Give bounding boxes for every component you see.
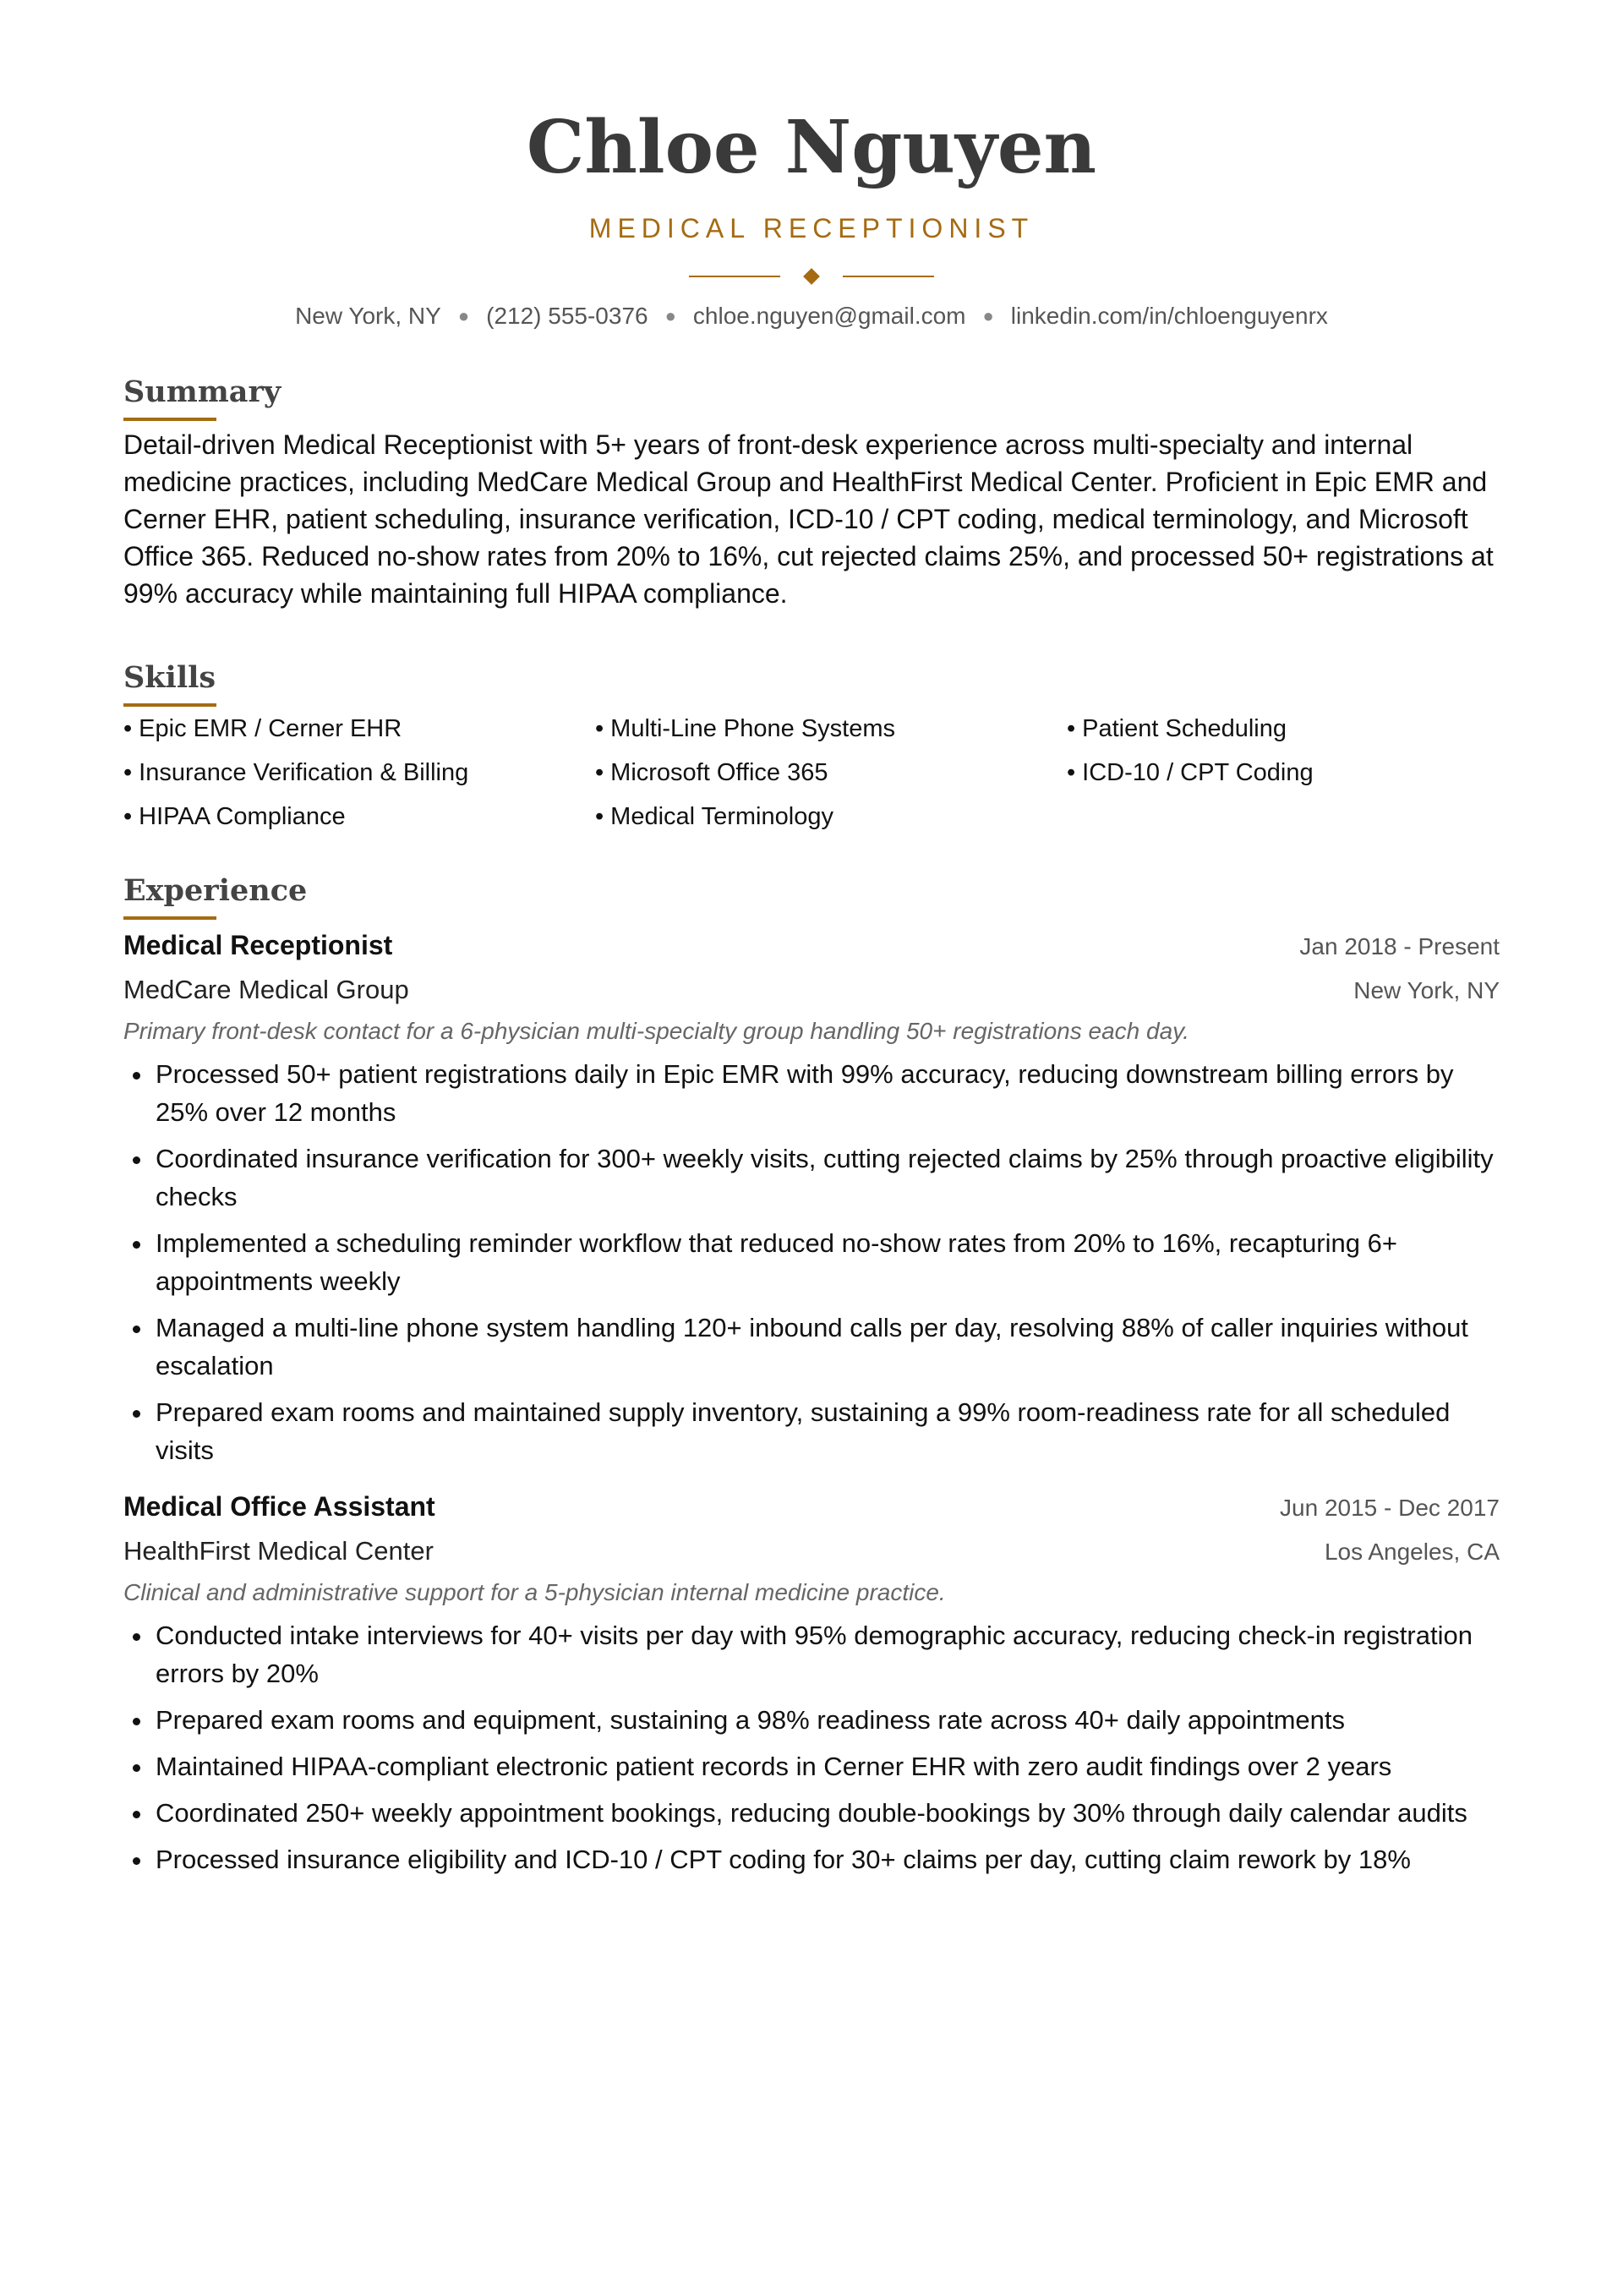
diamond-icon xyxy=(803,268,820,285)
bullet-icon: • xyxy=(595,803,604,830)
skills-heading: Skills xyxy=(123,660,216,695)
job-location: Los Angeles, CA xyxy=(1324,1539,1500,1565)
achievement-item: • Maintained HIPAA-compliant electronic patient records in Cerner EHR with zero audit findings over 2 years xyxy=(154,1747,1500,1785)
bullet-icon: • xyxy=(595,759,604,786)
job-dates: Jan 2018 - Present xyxy=(1299,933,1500,959)
company-row xyxy=(123,972,1500,1008)
skill-item xyxy=(1067,708,1500,749)
skill-label: Insurance Verification & Billing xyxy=(139,759,469,786)
contact-email[interactable]: chloe.nguyen@gmail.com xyxy=(692,303,966,329)
skills-section xyxy=(123,659,1500,837)
skill-item xyxy=(123,796,595,837)
bullet-icon: • xyxy=(123,715,133,742)
experience-section xyxy=(123,872,1500,1878)
job-description: Clinical and administrative support for a 5-physician internal medicine practice. xyxy=(123,1579,946,1605)
skill-item xyxy=(1067,752,1500,793)
job-dates: Jun 2015 - Dec 2017 xyxy=(1280,1495,1500,1521)
job-title: Medical Receptionist xyxy=(123,930,393,960)
achievement-list xyxy=(123,1616,1500,1878)
skill-label: Multi-Line Phone Systems xyxy=(610,715,896,742)
summary-section xyxy=(123,374,1500,612)
skill-item xyxy=(595,708,1067,749)
skill-label: HIPAA Compliance xyxy=(139,803,346,830)
resume-header xyxy=(123,0,1500,331)
job-header-row xyxy=(123,927,1500,964)
achievement-item: • Prepared exam rooms and equipment, sustaining a 98% readiness rate across 40+ daily appointments xyxy=(154,1701,1500,1739)
job-title-headline: MEDICAL RECEPTIONIST xyxy=(588,213,1035,243)
achievement-item: • Coordinated insurance verification for 300+ weekly visits, cutting rejected claims by 25% through proactive eligibility checks xyxy=(154,1140,1500,1216)
achievement-item: • Processed 50+ patient registrations daily in Epic EMR with 99% accuracy, reducing downstream billing errors by 25% over 12 months xyxy=(154,1055,1500,1131)
summary-text: Detail-driven Medical Receptionist with 5+ years of front-desk experience across multi-specialty and internal medicine practices, including MedCare Medical Group and HealthFirst Medical Center. Proficient in Epic EMR and Cerner EHR, patient scheduling, insurance verification, ICD-10 / CPT coding, medical terminology, and Microsoft Office 365. Reduced no-show rates from 20% to 16%, cut rejected claims 25%, and processed 50+ registrations at 99% accuracy while maintaining full HIPAA compliance. xyxy=(123,429,1494,609)
skill-item xyxy=(123,708,595,749)
achievement-list xyxy=(123,1055,1500,1469)
skill-label: ICD-10 / CPT Coding xyxy=(1082,759,1314,786)
achievement-item: • Managed a multi-line phone system handling 120+ inbound calls per day, resolving 88% of caller inquiries without escalation xyxy=(154,1309,1500,1385)
bullet-icon: • xyxy=(595,715,604,742)
separator-dot-icon: ● xyxy=(664,305,676,326)
skill-label: Microsoft Office 365 xyxy=(610,759,828,786)
separator-dot-icon: ● xyxy=(982,305,994,326)
achievement-item: • Prepared exam rooms and maintained supply inventory, sustaining a 99% room-readiness rate for all scheduled visits xyxy=(154,1393,1500,1469)
company-row xyxy=(123,1533,1500,1569)
achievement-item: • Coordinated 250+ weekly appointment bookings, reducing double-bookings by 30% through daily calendar audits xyxy=(154,1794,1500,1832)
contact-location: New York, NY xyxy=(295,303,441,329)
achievement-item: • Conducted intake interviews for 40+ visits per day with 95% demographic accuracy, reducing check-in registration errors by 20% xyxy=(154,1616,1500,1692)
divider-line-right xyxy=(843,276,934,277)
skill-label: Medical Terminology xyxy=(610,803,833,830)
contact-phone: (212) 555-0376 xyxy=(486,303,648,329)
job-description: Primary front-desk contact for a 6-physician multi-specialty group handling 50+ registrations each day. xyxy=(123,1018,1189,1044)
section-underline xyxy=(123,418,216,421)
section-underline xyxy=(123,916,216,920)
job-location: New York, NY xyxy=(1353,977,1500,1003)
skill-item xyxy=(595,752,1067,793)
bullet-icon: • xyxy=(1067,759,1076,786)
candidate-name: Chloe Nguyen xyxy=(526,105,1097,190)
summary-heading: Summary xyxy=(123,374,281,409)
skill-item xyxy=(595,796,1067,837)
skills-grid xyxy=(123,708,1500,837)
skill-label: Patient Scheduling xyxy=(1082,715,1287,742)
header-divider xyxy=(123,264,1500,289)
bullet-icon: • xyxy=(1067,715,1076,742)
company-name: MedCare Medical Group xyxy=(123,975,409,1004)
section-underline xyxy=(123,703,216,707)
job-title: Medical Office Assistant xyxy=(123,1491,435,1522)
experience-entry xyxy=(123,927,1500,1469)
company-name: HealthFirst Medical Center xyxy=(123,1536,434,1566)
separator-dot-icon: ● xyxy=(457,305,470,326)
achievement-item: • Implemented a scheduling reminder workflow that reduced no-show rates from 20% to 16%, recapturing 6+ appointments weekly xyxy=(154,1224,1500,1300)
achievement-item: • Processed insurance eligibility and ICD-10 / CPT coding for 30+ claims per day, cutting claim rework by 18% xyxy=(154,1840,1500,1878)
bullet-icon: • xyxy=(123,759,133,786)
experience-heading: Experience xyxy=(123,873,308,908)
divider-line-left xyxy=(689,276,780,277)
contact-linkedin[interactable]: linkedin.com/in/chloenguyenrx xyxy=(1010,303,1328,329)
experience-entry xyxy=(123,1488,1500,1878)
skill-item xyxy=(123,752,595,793)
skill-label: Epic EMR / Cerner EHR xyxy=(139,715,402,742)
bullet-icon: • xyxy=(123,803,133,830)
job-header-row xyxy=(123,1488,1500,1525)
contact-info xyxy=(123,301,1500,331)
